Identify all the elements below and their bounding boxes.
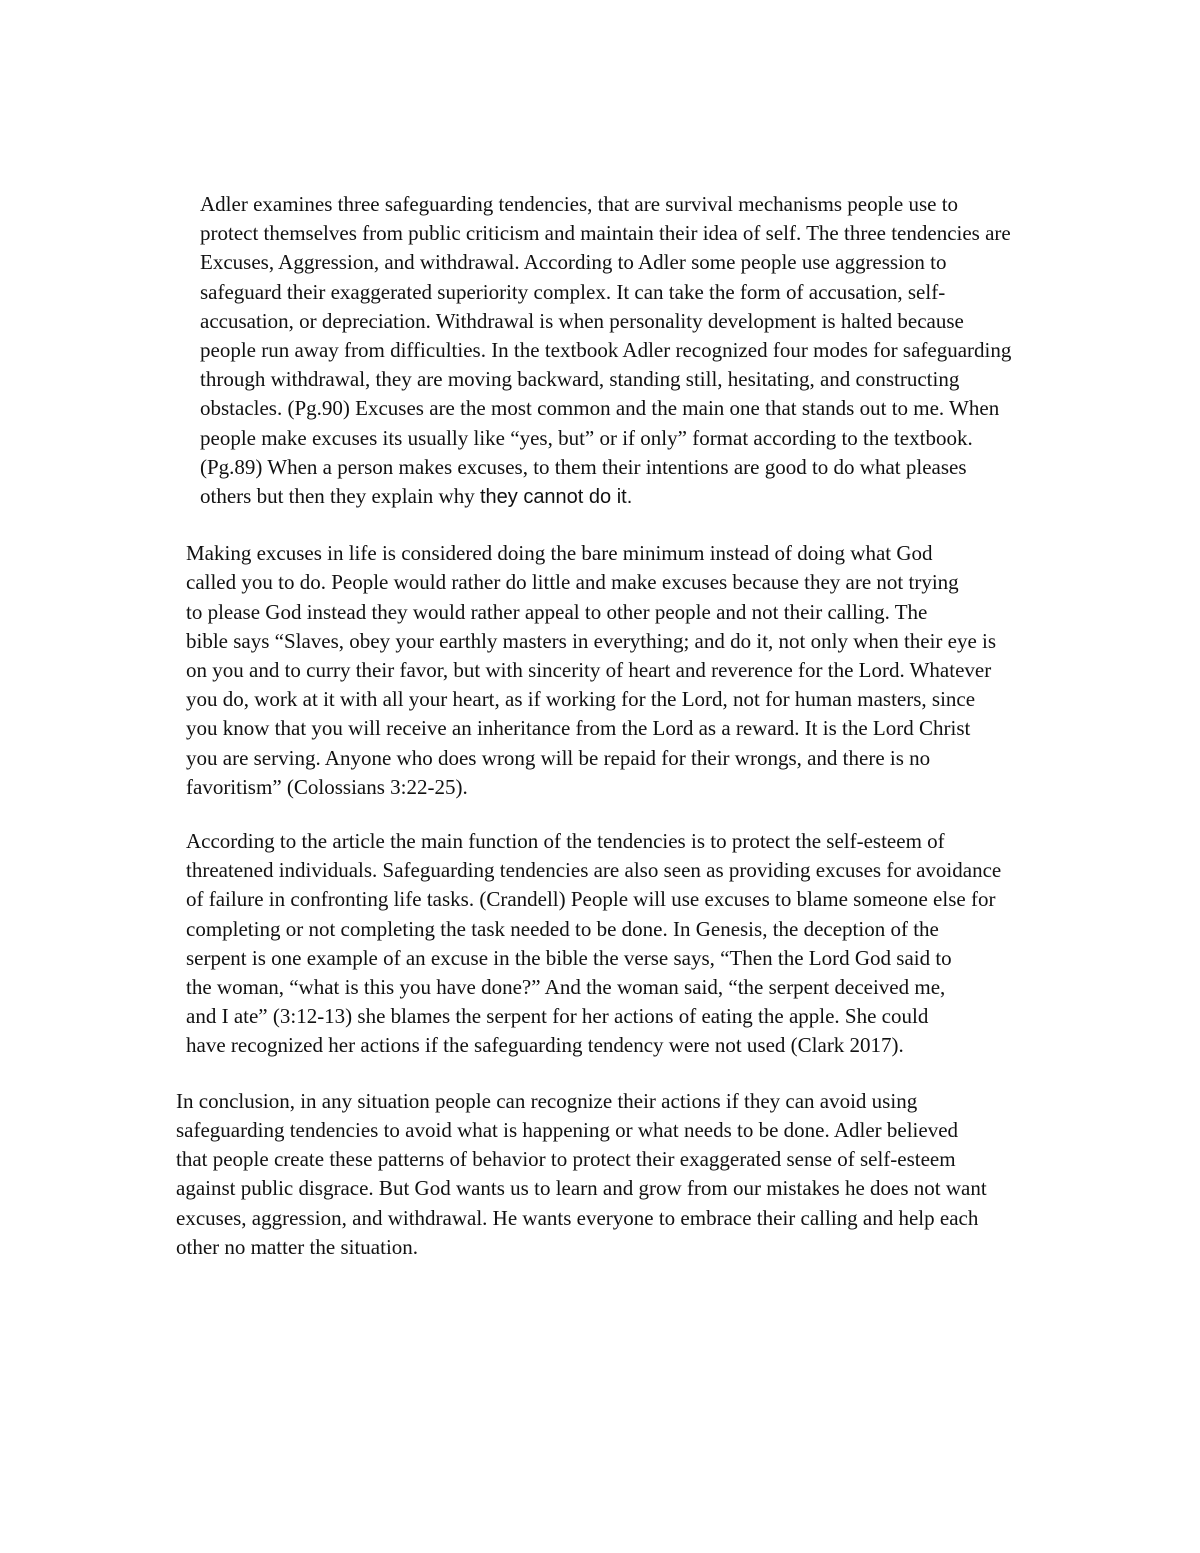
text-line: people make excuses its usually like “yes, but” or if only” format according to the textbook. <box>200 425 973 450</box>
text-line: people run away from difficulties. In the textbook Adler recognized four modes for safeguarding <box>200 338 1012 363</box>
text-line-end: they cannot do it. <box>479 486 633 509</box>
text-line: you do, work at it with all your heart, as if working for the Lord, not for human masters, since <box>186 687 976 712</box>
text-line: called you to do. People would rather do little and make excuses because they are not trying <box>186 570 959 595</box>
text-line: serpent is one example of an excuse in the bible the verse says, “Then the Lord God said to <box>186 945 952 970</box>
text-line: According to the article the main function of the tendencies is to protect the self-esteem of <box>186 829 945 854</box>
text-line: the woman, “what is this you have done?” And the woman said, “the serpent deceived me, <box>186 975 946 1000</box>
text-line: have recognized her actions if the safeguarding tendency were not used (Clark 2017). <box>186 1033 904 1058</box>
text-line: you are serving. Anyone who does wrong will be repaid for their wrongs, and there is no <box>186 745 931 770</box>
text-line: safeguarding tendencies to avoid what is happening or what needs to be done. Adler believed <box>176 1117 959 1142</box>
paragraph-1 <box>142 190 1064 512</box>
text-line: that people create these patterns of behavior to protect their exaggerated sense of self-esteem <box>176 1147 956 1172</box>
text-line: you know that you will receive an inheritance from the Lord as a reward. It is the Lord Christ <box>186 716 971 741</box>
text-line: bible says “Slaves, obey your earthly masters in everything; and do it, not only when their eye is <box>186 628 997 653</box>
paragraph-4 <box>142 1087 1064 1262</box>
text-line-last <box>142 482 1064 512</box>
text-line-start: others but then they explain why <box>200 484 480 509</box>
document-body <box>142 190 1064 1262</box>
paragraph-2 <box>142 539 1064 802</box>
text-line: threatened individuals. Safeguarding tendencies are also seen as providing excuses for avoidance <box>186 858 1002 883</box>
text-line: completing or not completing the task needed to be done. In Genesis, the deception of the <box>186 916 939 941</box>
text-line: Excuses, Aggression, and withdrawal. According to Adler some people use aggression to <box>200 250 947 275</box>
text-line: Making excuses in life is considered doing the bare minimum instead of doing what God <box>186 541 933 566</box>
text-line: excuses, aggression, and withdrawal. He wants everyone to embrace their calling and help each <box>176 1205 979 1230</box>
text-line: accusation, or depreciation. Withdrawal is when personality development is halted because <box>200 308 964 333</box>
text-line: against public disgrace. But God wants us to learn and grow from our mistakes he does not want <box>176 1176 987 1201</box>
text-line: In conclusion, in any situation people can recognize their actions if they can avoid using <box>176 1088 918 1113</box>
text-line: through withdrawal, they are moving backward, standing still, hesitating, and constructing <box>200 367 960 392</box>
paragraph-3 <box>142 827 1064 1061</box>
text-line: (Pg.89) When a person makes excuses, to them their intentions are good to do what pleases <box>200 454 967 479</box>
text-line: obstacles. (Pg.90) Excuses are the most common and the main one that stands out to me. When <box>200 396 1000 421</box>
text-line: of failure in confronting life tasks. (Crandell) People will use excuses to blame someone else for <box>186 887 996 912</box>
text-line: and I ate” (3:12-13) she blames the serpent for her actions of eating the apple. She could <box>186 1004 929 1029</box>
text-line: Adler examines three safeguarding tendencies, that are survival mechanisms people use to <box>200 192 959 216</box>
text-line: safeguard their exaggerated superiority complex. It can take the form of accusation, self- <box>200 279 946 304</box>
text-line: favoritism” (Colossians 3:22-25). <box>186 774 468 799</box>
text-line: to please God instead they would rather appeal to other people and not their calling. The <box>186 599 928 624</box>
text-line: on you and to curry their favor, but with sincerity of heart and reverence for the Lord. Whatever <box>186 658 992 683</box>
text-line: protect themselves from public criticism and maintain their idea of self. The three tendencies are <box>200 221 1011 246</box>
text-line: other no matter the situation. <box>176 1234 419 1259</box>
